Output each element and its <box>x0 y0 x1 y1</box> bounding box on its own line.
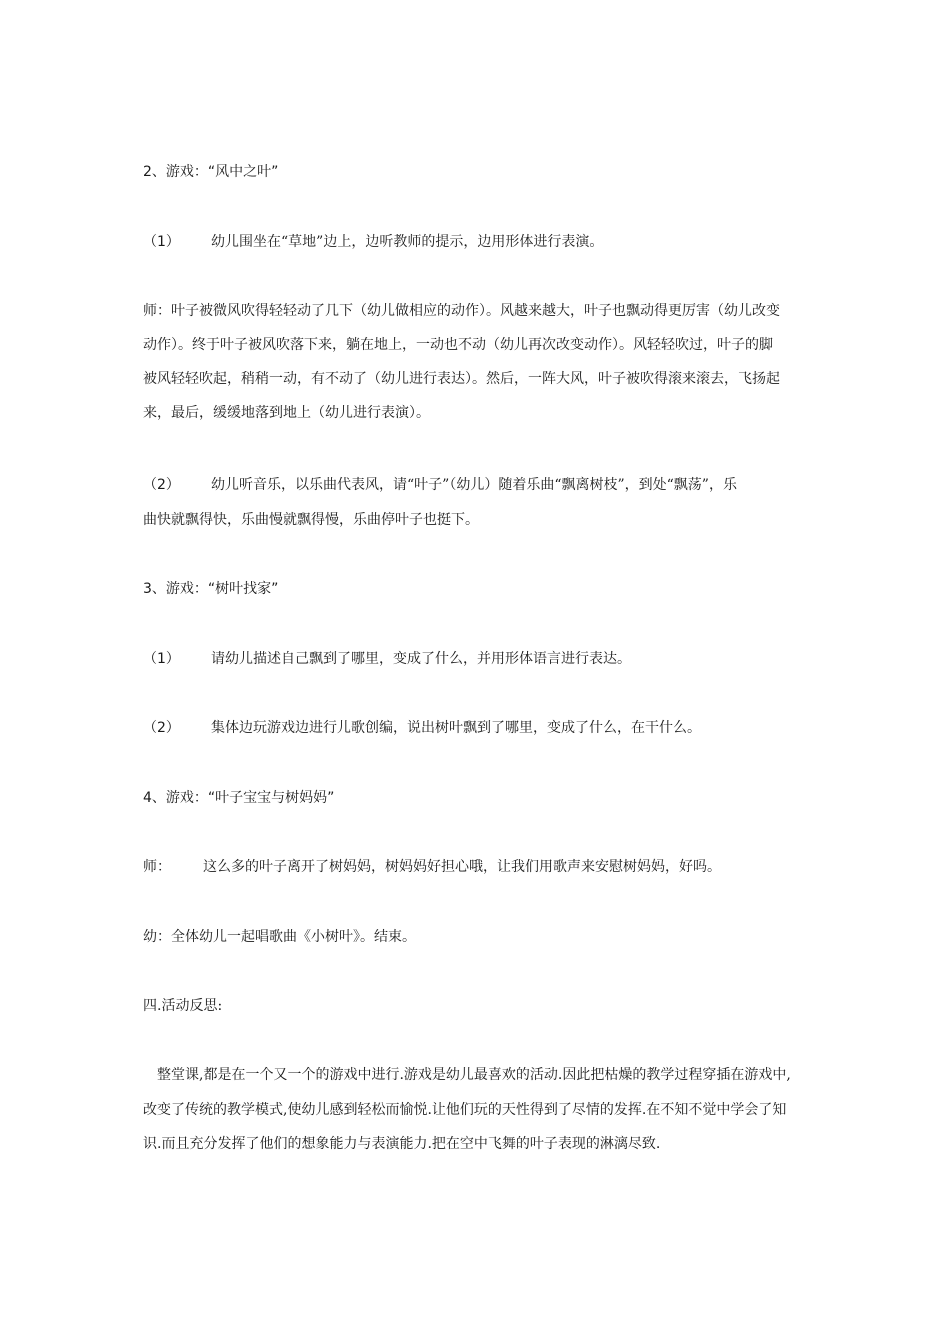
item-text: 幼儿围坐在“草地”边上，边听教师的提示，边用形体进行表演。 <box>211 234 604 250</box>
item-number: （2） <box>143 720 180 736</box>
section-3-item-2 <box>143 719 810 737</box>
teacher-prompt <box>143 858 810 876</box>
section-3-item-1 <box>143 650 810 668</box>
section-2-item-2-line-2: 曲快就飘得快，乐曲慢就飘得慢，乐曲停叶子也挺下。 <box>143 512 479 528</box>
section-3-heading: 3、游戏：“树叶找家” <box>143 581 279 597</box>
section-4-heading: 4、游戏：“叶子宝宝与树妈妈” <box>143 790 335 806</box>
teacher-line-1: 师：叶子被微风吹得轻轻动了几下（幼儿做相应的动作）。风越来越大，叶子也飘动得更厉害（幼儿改变 <box>143 303 780 319</box>
item-number: （1） <box>143 234 180 250</box>
reflection-line-3: 识.而且充分发挥了他们的想象能力与表演能力.把在空中飞舞的叶子表现的淋漓尽致. <box>143 1136 661 1152</box>
reflection-heading: 四.活动反思: <box>143 998 223 1014</box>
section-2-item-1 <box>143 233 810 251</box>
item-number: （1） <box>143 651 180 667</box>
children-response: 幼：全体幼儿一起唱歌曲《小树叶》。结束。 <box>143 929 416 945</box>
teacher-line-3: 被风轻轻吹起，稍稍一动，有不动了（幼儿进行表达）。然后，一阵大风，叶子被吹得滚来滚去，飞扬起 <box>143 371 780 387</box>
teacher-line-4: 来，最后，缓缓地落到地上（幼儿进行表演）。 <box>143 405 430 421</box>
speaker-label: 师： <box>143 859 171 875</box>
item-text: 请幼儿描述自己飘到了哪里，变成了什么，并用形体语言进行表达。 <box>211 651 631 667</box>
item-text: 集体边玩游戏边进行儿歌创编，说出树叶飘到了哪里，变成了什么，在干什么。 <box>211 720 701 736</box>
item-number: （2） <box>143 477 180 493</box>
section-2-heading: 2、游戏：“风中之叶” <box>143 164 279 180</box>
reflection-line-2: 改变了传统的教学模式,使幼儿感到轻松而愉悦.让他们玩的天性得到了尽情的发挥.在不知不觉中学会了知 <box>143 1102 787 1118</box>
teacher-line-2: 动作）。终于叶子被风吹落下来，躺在地上，一动也不动（幼儿再次改变动作）。风轻轻吹过，叶子的脚 <box>143 337 773 353</box>
item-text: 幼儿听音乐，以乐曲代表风，请“叶子”（幼儿）随着乐曲“飘离树枝”，到处“飘荡”，乐 <box>211 477 737 493</box>
section-2-item-2-line-1 <box>143 476 810 494</box>
reflection-line-1: 整堂课,都是在一个又一个的游戏中进行.游戏是幼儿最喜欢的活动.因此把枯燥的教学过程穿插在游戏中, <box>143 1067 791 1083</box>
teacher-prompt-text: 这么多的叶子离开了树妈妈，树妈妈好担心哦，让我们用歌声来安慰树妈妈，好吗。 <box>203 859 721 875</box>
